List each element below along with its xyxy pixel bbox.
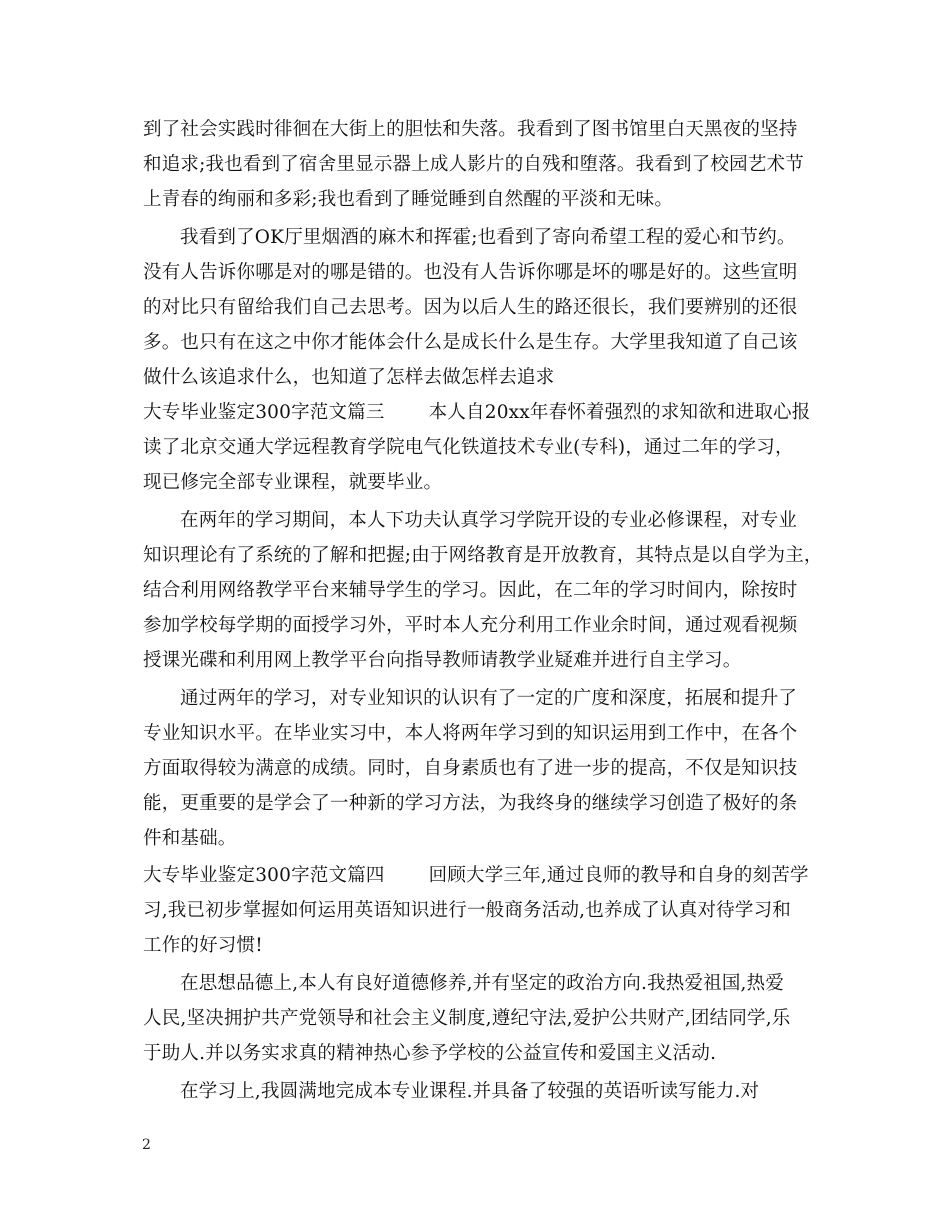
text-line: 和追求;我也看到了宿舍里显示器上成人影片的自残和堕落。我看到了校园艺术节 xyxy=(143,154,804,175)
text-line: 能，更重要的是学会了一种新的学习方法，为我终身的继续学习创造了极好的条 xyxy=(143,793,798,814)
paragraph-first-line: 在两年的学习期间，本人下功夫认真学习学院开设的专业必修课程，对专业 xyxy=(180,510,798,531)
text-line: 到了社会实践时徘徊在大街上的胆怯和失落。我看到了图书馆里白天黑夜的坚持 xyxy=(143,119,798,140)
text-line: 结合利用网络教学平台来辅导学生的学习。因此，在二年的学习时间内，除按时 xyxy=(143,580,798,601)
section-four-text: 回顾大学三年,通过良师的教导和自身的刻苦学 xyxy=(428,865,809,886)
text-line: 多。也只有在这之中你才能体会什么是成长什么是生存。大学里我知道了自己该 xyxy=(143,332,798,353)
section-three-text: 本人自20xx年春怀着强烈的求知欲和进取心报 xyxy=(428,402,811,423)
page-number: 2 xyxy=(142,1137,151,1153)
text-line: 上青春的绚丽和多彩;我也看到了睡觉睡到自然醒的平淡和无味。 xyxy=(143,189,674,210)
section-four-title: 大专毕业鉴定300字范文篇四 xyxy=(143,865,385,886)
text-line: 授课光碟和利用网上教学平台向指导教师请教学业疑难并进行自主学习。 xyxy=(143,650,742,671)
text-line: 方面取得较为满意的成绩。同时，自身素质也有了进一步的提高，不仅是知识技 xyxy=(143,758,798,779)
section-three-title: 大专毕业鉴定300字范文篇三 xyxy=(143,402,385,423)
text-line: 工作的好习惯! xyxy=(143,935,263,956)
text-line: 没有人告诉你哪是对的哪是错的。也没有人告诉你哪是坏的哪是好的。这些宣明 xyxy=(143,262,798,283)
text-line: 现已修完全部专业课程，就要毕业。 xyxy=(143,472,443,493)
paragraph-first-line: 在学习上,我圆满地完成本专业课程.并具备了较强的英语听读写能力.对 xyxy=(180,1081,760,1102)
paragraph-first-line: 在思想品德上,本人有良好道德修养,并有坚定的政治方向.我热爱祖国,热爱 xyxy=(180,973,785,994)
text-line: 件和基础。 xyxy=(143,828,237,849)
text-line: 做什么该追求什么，也知道了怎样去做怎样去追求 xyxy=(143,367,555,388)
section-four-heading-line xyxy=(143,859,809,893)
section-three-heading-line xyxy=(143,396,810,430)
paragraph-first-line: 我看到了OK厅里烟酒的麻木和挥霍;也看到了寄向希望工程的爱心和节约。 xyxy=(180,227,796,248)
text-line: 知识理论有了系统的了解和把握;由于网络教育是开放教育，其特点是以自学为主， xyxy=(143,545,823,566)
paragraph-first-line: 通过两年的学习，对专业知识的认识有了一定的广度和深度，拓展和提升了 xyxy=(180,688,798,709)
text-line: 专业知识水平。在毕业实习中，本人将两年学习到的知识运用到工作中，在各个 xyxy=(143,723,798,744)
text-line: 习,我已初步掌握如何运用英语知识进行一般商务活动,也养成了认真对待学习和 xyxy=(143,900,791,921)
text-line: 人民,坚决拥护共产党领导和社会主义制度,遵纪守法,爱护公共财产,团结同学,乐 xyxy=(143,1008,791,1029)
text-line: 读了北京交通大学远程教育学院电气化铁道技术专业(专科)，通过二年的学习， xyxy=(143,437,794,458)
text-line: 的对比只有留给我们自己去思考。因为以后人生的路还很长，我们要辨别的还很 xyxy=(143,297,798,318)
text-line: 参加学校每学期的面授学习外，平时本人充分利用工作业余时间，通过观看视频 xyxy=(143,615,798,636)
text-line: 于助人.并以务实求真的精神热心参予学校的公益宣传和爱国主义活动. xyxy=(143,1043,717,1064)
